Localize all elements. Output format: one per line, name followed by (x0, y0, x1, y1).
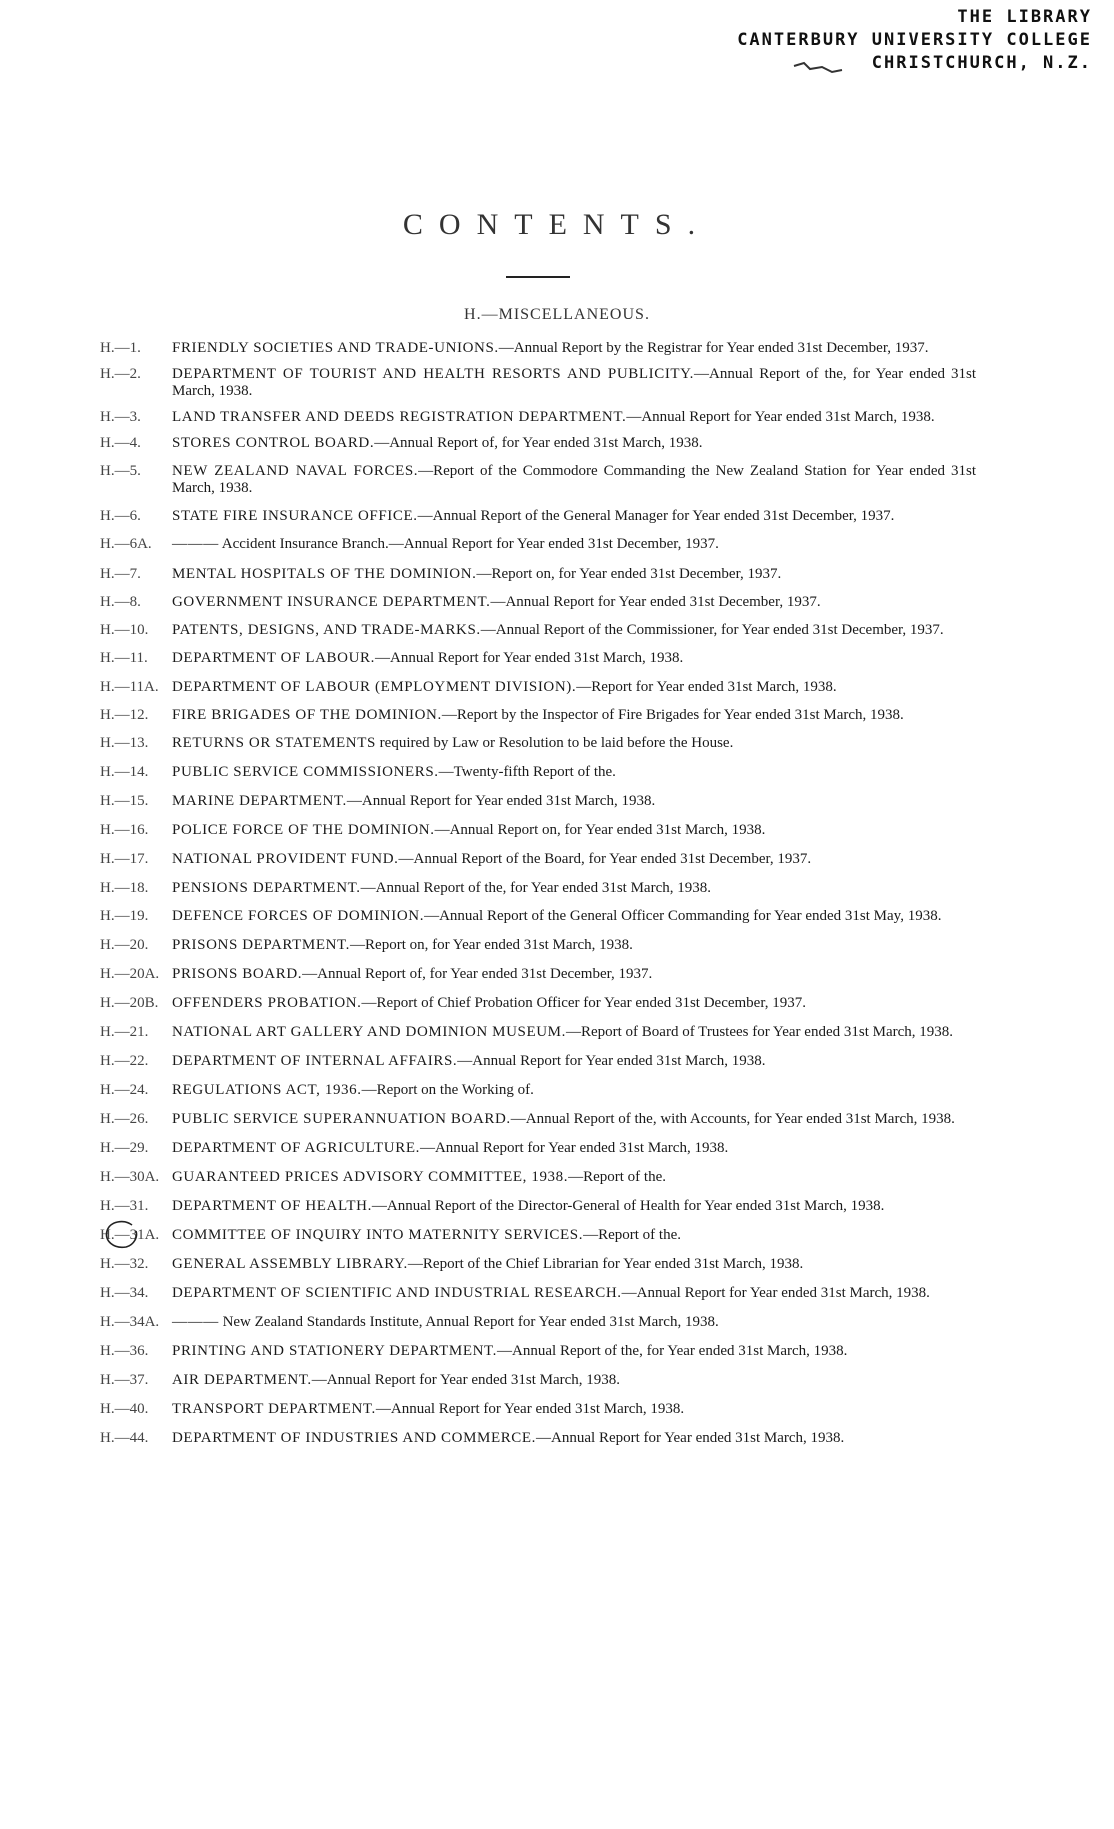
entry-heading: POLICE FORCE OF THE DOMINION. (172, 822, 435, 838)
entry-code: H.—11. (100, 650, 148, 666)
contents-entry (100, 1198, 976, 1215)
entry-code: H.—17. (100, 851, 149, 867)
entry-text (172, 1227, 976, 1244)
title-divider (506, 276, 570, 278)
contents-entry (100, 435, 976, 452)
entry-text (172, 594, 976, 611)
contents-entry (100, 594, 976, 611)
entry-text (172, 340, 976, 357)
entry-heading: PRISONS BOARD. (172, 966, 303, 982)
contents-entry (100, 995, 976, 1012)
contents-entry (100, 566, 976, 583)
entry-description: Accident Insurance Branch.—Annual Report for Year ended 31st December, 1937. (218, 536, 719, 552)
entry-code: H.—12. (100, 707, 149, 723)
entry-code: H.—1. (100, 340, 141, 356)
contents-entry (100, 793, 976, 810)
contents-entry (100, 707, 976, 724)
entry-description: —Annual Report for Year ended 31st December, 1937. (490, 594, 821, 610)
entry-text (172, 851, 976, 868)
entry-description: —Annual Report for Year ended 31st March, 1938. (419, 1140, 729, 1156)
entry-heading: DEPARTMENT OF HEALTH. (172, 1198, 372, 1214)
hand-drawn-circle-icon (102, 1219, 140, 1251)
ink-smudge-icon (792, 60, 844, 76)
entry-code: H.—44. (100, 1430, 149, 1446)
contents-list (100, 340, 976, 1447)
entry-heading: MARINE DEPARTMENT. (172, 793, 347, 809)
entry-description: —Annual Report of the, for Year ended 31st March, 1938. (360, 880, 711, 896)
entry-code: H.—4. (100, 435, 141, 451)
entry-code: H.—29. (100, 1140, 149, 1156)
contents-entry (100, 880, 976, 897)
entry-description: —Report on, for Year ended 31st December, 1937. (476, 566, 782, 582)
entry-description: —Annual Report of the General Manager for Year ended 31st December, 1937. (417, 508, 895, 524)
entry-description: —Report of the. (568, 1169, 666, 1185)
contents-entry (100, 366, 976, 400)
entry-text (172, 908, 976, 925)
entry-code-text: H.—31A. (100, 1227, 160, 1243)
entry-heading: MENTAL HOSPITALS OF THE DOMINION. (172, 566, 477, 582)
entry-text (172, 1314, 976, 1331)
entry-code: H.—8. (100, 594, 141, 610)
entry-description: —Annual Report for Year ended 31st March, 1938. (457, 1053, 766, 1069)
entry-code: H.—26. (100, 1111, 149, 1127)
contents-entry (100, 622, 976, 639)
entry-text (172, 1169, 976, 1186)
entry-heading: DEPARTMENT OF INTERNAL AFFAIRS. (172, 1053, 458, 1069)
entry-code: H.—15. (100, 793, 149, 809)
entry-code: H.—20A. (100, 966, 160, 982)
entry-description: —Annual Report for Year ended 31st March, 1938. (375, 1401, 685, 1417)
entry-text (172, 822, 976, 839)
entry-text (172, 937, 976, 954)
entry-text (172, 1053, 976, 1070)
contents-entry (100, 1401, 976, 1418)
entry-description: —Annual Report for Year ended 31st March, 1938. (626, 409, 935, 425)
entry-description: —Annual Report of the Director-General of Health for Year ended 31st March, 1938. (371, 1198, 885, 1214)
entry-text (172, 1140, 976, 1157)
entry-heading: PATENTS, DESIGNS, AND TRADE-MARKS. (172, 622, 481, 638)
entry-code: H.—10. (100, 622, 149, 638)
entry-code: H.—22. (100, 1053, 149, 1069)
entry-description: —Report by the Inspector of Fire Brigades for Year ended 31st March, 1938. (441, 707, 904, 723)
entry-code: H.—13. (100, 735, 149, 751)
contents-entry (100, 463, 976, 497)
entry-description: —Annual Report of the, for Year ended 31st March, 1938. (497, 1343, 848, 1359)
contents-entry (100, 409, 976, 426)
entry-code: H.—31. (100, 1198, 149, 1214)
entry-text (172, 1256, 976, 1273)
contents-entry (100, 508, 976, 525)
entry-code: H.—21. (100, 1024, 149, 1040)
entry-description: —Report of Chief Probation Officer for Year ended 31st December, 1937. (361, 995, 806, 1011)
stamp-line-1: THE LIBRARY (957, 7, 1092, 27)
entry-heading: OFFENDERS PROBATION. (172, 995, 362, 1011)
contents-entry (100, 650, 976, 667)
entry-heading: PENSIONS DEPARTMENT. (172, 880, 361, 896)
contents-entry (100, 1256, 976, 1273)
entry-code: H.—11A. (100, 679, 159, 695)
entry-code: H.—34. (100, 1285, 149, 1301)
entry-text (172, 735, 976, 752)
entry-code: H.—7. (100, 566, 141, 582)
entry-heading: GUARANTEED PRICES ADVISORY COMMITTEE, 1938. (172, 1169, 569, 1185)
entry-code: H.—14. (100, 764, 149, 780)
entry-text (172, 1401, 976, 1418)
contents-entry (100, 937, 976, 954)
contents-entry (100, 822, 976, 839)
contents-entry (100, 536, 976, 553)
entry-heading: DEPARTMENT OF LABOUR. (172, 650, 375, 666)
entry-code: H.—20B. (100, 995, 159, 1011)
contents-entry (100, 966, 976, 983)
entry-text (172, 1111, 976, 1128)
entry-heading: FIRE BRIGADES OF THE DOMINION. (172, 707, 442, 723)
entry-heading: LAND TRANSFER AND DEEDS REGISTRATION DEPARTMENT. (172, 409, 627, 425)
entry-text (172, 880, 976, 897)
contents-entry (100, 908, 976, 925)
entry-description: —Annual Report of the Commissioner, for Year ended 31st December, 1937. (480, 622, 944, 638)
entry-code: H.—6. (100, 508, 141, 524)
library-stamp (712, 6, 1092, 75)
entry-text (172, 366, 976, 400)
entry-description: —Report of the Commodore Commanding the New Zealand Station for Year ended 31st March, 1938. (172, 463, 976, 496)
page-title: CONTENTS. (402, 208, 712, 241)
entry-description: —Annual Report of the, for Year ended 31st March, 1938. (172, 366, 977, 399)
entry-text (172, 409, 976, 426)
contents-entry (100, 1024, 976, 1041)
entry-text (172, 463, 976, 497)
entry-description: —Annual Report for Year ended 31st March, 1938. (536, 1430, 845, 1446)
entry-description: —Annual Report for Year ended 31st March, 1938. (346, 793, 656, 809)
entry-description: —Twenty-fifth Report of the. (438, 764, 616, 780)
entry-heading: TRANSPORT DEPARTMENT. (172, 1401, 376, 1417)
entry-description: New Zealand Standards Institute, Annual Report for Year ended 31st March, 1938. (218, 1314, 719, 1330)
entry-heading: DEPARTMENT OF INDUSTRIES AND COMMERCE. (172, 1430, 537, 1446)
entry-heading: RETURNS OR STATEMENTS (172, 735, 376, 751)
entry-text (172, 1285, 976, 1302)
entry-heading: DEPARTMENT OF TOURIST AND HEALTH RESORTS AND PUBLICITY. (172, 366, 695, 382)
entry-description: —Annual Report for Year ended 31st March, 1938. (621, 1285, 930, 1301)
entry-heading: ——— (172, 1314, 219, 1330)
entry-heading: PRISONS DEPARTMENT. (172, 937, 351, 953)
entry-description: —Report for Year ended 31st March, 1938. (576, 679, 837, 695)
entry-heading: PRINTING AND STATIONERY DEPARTMENT. (172, 1343, 498, 1359)
entry-heading: COMMITTEE OF INQUIRY INTO MATERNITY SERVICES. (172, 1227, 584, 1243)
contents-entry (100, 1430, 976, 1447)
entry-code: H.—6A. (100, 536, 152, 552)
entry-code: H.—34A. (100, 1314, 160, 1330)
entry-text (172, 650, 976, 667)
entry-code: H.—36. (100, 1343, 149, 1359)
section-heading: H.—MISCELLANEOUS. (464, 306, 650, 323)
entry-heading: PUBLIC SERVICE COMMISSIONERS. (172, 764, 439, 780)
contents-entry (100, 1343, 976, 1360)
entry-description: —Annual Report for Year ended 31st March, 1938. (311, 1372, 621, 1388)
contents-entry (100, 1314, 976, 1331)
entry-text (172, 435, 976, 452)
entry-code: H.—5. (100, 463, 141, 479)
entry-heading: DEPARTMENT OF LABOUR (EMPLOYMENT DIVISION). (172, 679, 577, 695)
entry-description: —Annual Report for Year ended 31st March, 1938. (374, 650, 684, 666)
entry-code: H.—40. (100, 1401, 149, 1417)
entry-description: —Annual Report of, for Year ended 31st December, 1937. (302, 966, 653, 982)
entry-description: —Report on the Working of. (361, 1082, 534, 1098)
entry-heading: FRIENDLY SOCIETIES AND TRADE-UNIONS. (172, 340, 499, 356)
entry-code: H.—32. (100, 1256, 149, 1272)
entry-description: —Report of the. (583, 1227, 681, 1243)
entry-code: H.—16. (100, 822, 149, 838)
entry-text (172, 966, 976, 983)
entry-heading: AIR DEPARTMENT. (172, 1372, 312, 1388)
stamp-line-2: CANTERBURY UNIVERSITY COLLEGE (737, 30, 1092, 50)
entry-description: —Annual Report of the Board, for Year ended 31st December, 1937. (398, 851, 812, 867)
contents-entry (100, 735, 976, 752)
entry-code: H.—20. (100, 937, 149, 953)
entry-heading: STATE FIRE INSURANCE OFFICE. (172, 508, 418, 524)
entry-description: —Annual Report of the, with Accounts, for Year ended 31st March, 1938. (510, 1111, 955, 1127)
entry-text (172, 1343, 976, 1360)
entry-text (172, 508, 976, 525)
stamp-line-3: CHRISTCHURCH, N.Z. (871, 53, 1092, 73)
entry-code: H.—19. (100, 908, 149, 924)
entry-text (172, 793, 976, 810)
contents-entry (100, 1053, 976, 1070)
contents-entry (100, 1169, 976, 1186)
entry-text (172, 707, 976, 724)
contents-entry (100, 1111, 976, 1128)
entry-code: H.—2. (100, 366, 141, 382)
contents-entry (100, 1082, 976, 1099)
entry-description: —Annual Report by the Registrar for Year ended 31st December, 1937. (498, 340, 929, 356)
entry-description: required by Law or Resolution to be laid before the House. (375, 735, 734, 751)
entry-code: H.—24. (100, 1082, 149, 1098)
contents-entry (100, 1140, 976, 1157)
entry-description: —Report of Board of Trustees for Year ended 31st March, 1938. (565, 1024, 954, 1040)
entry-text (172, 679, 976, 696)
entry-code: H.—18. (100, 880, 149, 896)
entry-description: —Report on, for Year ended 31st March, 1938. (350, 937, 633, 953)
entry-text (172, 1372, 976, 1389)
entry-heading: STORES CONTROL BOARD. (172, 435, 375, 451)
entry-text (172, 1430, 976, 1447)
entry-code (100, 1227, 172, 1244)
contents-entry (100, 679, 976, 696)
contents-entry (100, 851, 976, 868)
contents-entry (100, 1227, 976, 1244)
entry-text (172, 764, 976, 781)
entry-text (172, 622, 976, 639)
entry-text (172, 1082, 976, 1099)
entry-heading: NATIONAL ART GALLERY AND DOMINION MUSEUM. (172, 1024, 566, 1040)
entry-text (172, 566, 976, 583)
entry-heading: GOVERNMENT INSURANCE DEPARTMENT. (172, 594, 491, 610)
entry-description: —Report of the Chief Librarian for Year ended 31st March, 1938. (407, 1256, 804, 1272)
entry-heading: DEFENCE FORCES OF DOMINION. (172, 908, 425, 924)
entry-code: H.—37. (100, 1372, 149, 1388)
entry-heading: DEPARTMENT OF AGRICULTURE. (172, 1140, 420, 1156)
entry-code: H.—30A. (100, 1169, 160, 1185)
entry-text (172, 995, 976, 1012)
entry-heading: PUBLIC SERVICE SUPERANNUATION BOARD. (172, 1111, 511, 1127)
entry-description: —Annual Report on, for Year ended 31st March, 1938. (434, 822, 766, 838)
entry-description: —Annual Report of, for Year ended 31st March, 1938. (374, 435, 703, 451)
contents-entry (100, 340, 976, 357)
contents-entry (100, 764, 976, 781)
entry-text (172, 536, 976, 553)
entry-text (172, 1198, 976, 1215)
contents-entry (100, 1285, 976, 1302)
entry-heading: REGULATIONS ACT, 1936. (172, 1082, 362, 1098)
contents-entry (100, 1372, 976, 1389)
entry-code: H.—3. (100, 409, 141, 425)
entry-heading: NEW ZEALAND NAVAL FORCES. (172, 463, 419, 479)
entry-heading: ——— (172, 536, 219, 552)
entry-heading: DEPARTMENT OF SCIENTIFIC AND INDUSTRIAL RESEARCH. (172, 1285, 622, 1301)
entry-description: —Annual Report of the General Officer Commanding for Year ended 31st May, 1938. (424, 908, 942, 924)
entry-heading: GENERAL ASSEMBLY LIBRARY. (172, 1256, 408, 1272)
entry-heading: NATIONAL PROVIDENT FUND. (172, 851, 399, 867)
entry-text (172, 1024, 976, 1041)
